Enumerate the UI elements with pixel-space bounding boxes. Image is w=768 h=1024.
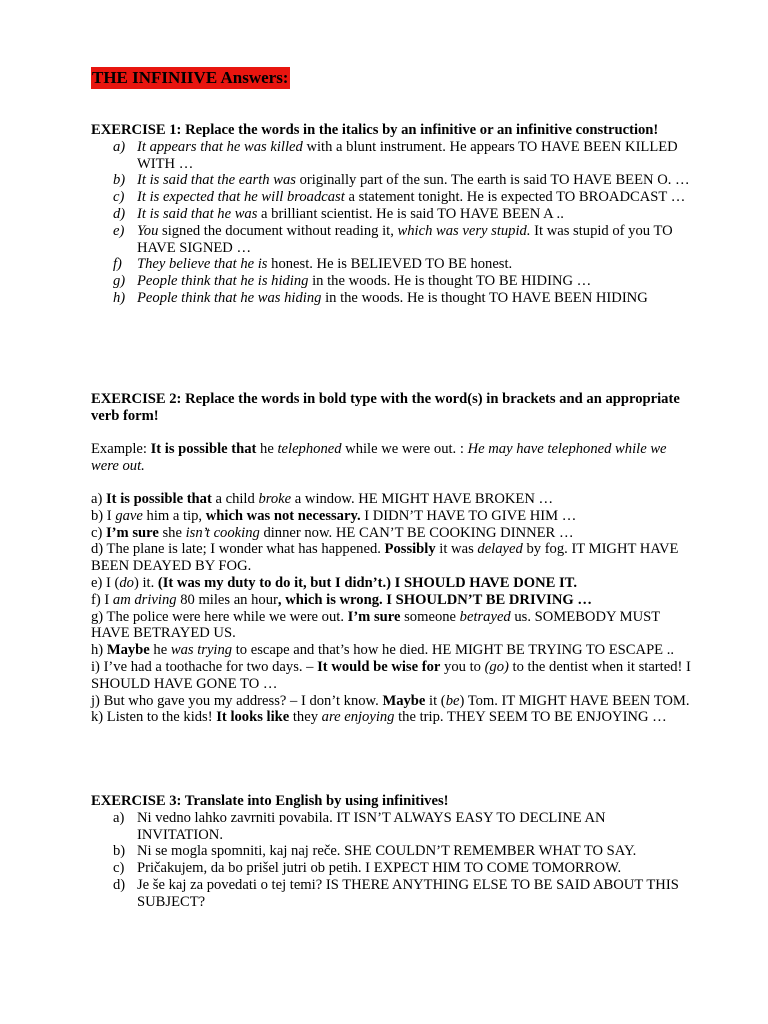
list-item-text: It is said that he was a brilliant scientist. He is said TO HAVE BEEN A .. bbox=[137, 205, 564, 222]
list-item: e) I (do) it. (It was my duty to do it, but I didn’t.) I SHOULD HAVE DONE IT. bbox=[91, 574, 577, 591]
list-item-text: They believe that he is honest. He is BELIEVED TO BE honest. bbox=[137, 256, 513, 273]
list-marker: a) bbox=[113, 809, 125, 826]
list-item: j) But who gave you my address? – I don’t know. Maybe it (be) Tom. IT MIGHT HAVE BEEN TOM. bbox=[91, 692, 690, 709]
list-item bbox=[91, 810, 691, 844]
list-item: g) The police were here while we were out. I’m sure someone betrayed us. SOMEBODY MUST HAVE BETRAYED US. bbox=[91, 608, 660, 642]
exercise-1-heading: EXERCISE 1: Replace the words in the italics by an infinitive or an infinitive construction! bbox=[91, 122, 659, 138]
exercise-2-list bbox=[91, 491, 691, 726]
list-item bbox=[91, 256, 691, 273]
list-item-text: It appears that he was killed with a blunt instrument. He appears TO HAVE BEEN KILLED WITH … bbox=[137, 138, 678, 172]
list-marker: d) bbox=[113, 876, 126, 893]
list-item-text: Pričakujem, da bo prišel jutri ob petih. I EXPECT HIM TO COME TOMORROW. bbox=[137, 860, 622, 877]
list-item-text: It is said that the earth was originally part of the sun. The earth is said TO HAVE BEEN O. … bbox=[137, 172, 690, 189]
list-marker: e) bbox=[113, 222, 125, 239]
list-item-text: Ni vedno lahko zavrniti povabila. IT ISN’T ALWAYS EASY TO DECLINE AN INVITATION. bbox=[137, 809, 606, 843]
list-item: d) The plane is late; I wonder what has happened. Possibly it was delayed by fog. IT MIGHT HAVE BEEN DEAYED BY FOG. bbox=[91, 541, 679, 575]
list-item-text: It is expected that he will broadcast a statement tonight. He is expected TO BROADCAST … bbox=[137, 189, 686, 206]
list-marker: d) bbox=[113, 205, 126, 222]
list-item bbox=[91, 189, 691, 206]
list-item: a) It is possible that a child broke a window. HE MIGHT HAVE BROKEN … bbox=[91, 491, 554, 507]
list-item-text: People think that he is hiding in the woods. He is thought TO BE HIDING … bbox=[137, 273, 592, 290]
page-title: THE INFINIIVE Answers: bbox=[92, 68, 289, 87]
list-marker: g) bbox=[113, 273, 126, 290]
list-marker: b) bbox=[113, 843, 126, 860]
exercise-1-list bbox=[91, 139, 691, 307]
list-item: k) Listen to the kids! It looks like they are enjoying the trip. THEY SEEM TO BE ENJOYING … bbox=[91, 709, 667, 726]
list-item bbox=[91, 223, 691, 257]
list-item bbox=[91, 206, 691, 223]
list-item bbox=[91, 273, 691, 290]
list-item bbox=[91, 172, 691, 189]
list-marker: b) bbox=[113, 172, 126, 189]
list-item: b) I gave him a tip, which was not necessary. I DIDN’T HAVE TO GIVE HIM … bbox=[91, 507, 577, 524]
list-item bbox=[91, 290, 691, 307]
list-item: h) Maybe he was trying to escape and that’s how he died. HE MIGHT BE TRYING TO ESCAPE .. bbox=[91, 642, 675, 659]
exercise-2-example bbox=[91, 441, 691, 475]
list-item: c) I’m sure she isn’t cooking dinner now. HE CAN’T BE COOKING DINNER … bbox=[91, 524, 574, 541]
exercise-1 bbox=[91, 122, 691, 307]
list-item bbox=[91, 860, 691, 877]
list-item-text: Ni se mogla spomniti, kaj naj reče. SHE COULDN’T REMEMBER WHAT TO SAY. bbox=[137, 843, 637, 860]
list-item-text: People think that he was hiding in the woods. He is thought TO HAVE BEEN HIDING bbox=[137, 289, 648, 306]
exercise-3-list bbox=[91, 810, 691, 911]
list-item-text: Je še kaj za povedati o tej temi? IS THERE ANYTHING ELSE TO BE SAID ABOUT THIS SUBJECT? bbox=[137, 876, 679, 910]
list-item: f) I am driving 80 miles an hour, which is wrong. I SHOULDN’T BE DRIVING … bbox=[91, 591, 592, 608]
list-marker: c) bbox=[113, 860, 125, 877]
exercise-2-heading: EXERCISE 2: Replace the words in bold type with the word(s) in brackets and an appropriate verb form! bbox=[91, 391, 680, 424]
list-item bbox=[91, 843, 691, 860]
list-item bbox=[91, 877, 691, 911]
list-item bbox=[91, 139, 691, 173]
list-item-text: You signed the document without reading it, which was very stupid. It was stupid of you TO HAVE SIGNED … bbox=[137, 222, 673, 256]
list-marker: c) bbox=[113, 189, 125, 206]
list-marker: f) bbox=[113, 256, 122, 273]
exercise-2 bbox=[91, 391, 691, 425]
list-marker: a) bbox=[113, 138, 126, 155]
list-item: i) I’ve had a toothache for two days. – It would be wise for you to (go) to the dentist when it started! I SHOULD HAVE GONE TO … bbox=[91, 658, 691, 692]
example-line: Example: It is possible that he telephoned while we were out. : He may have telephoned while we were out. bbox=[91, 441, 667, 474]
exercise-3-heading: EXERCISE 3: Translate into English by using infinitives! bbox=[91, 793, 449, 809]
exercise-3 bbox=[91, 793, 691, 911]
list-marker: h) bbox=[113, 289, 126, 306]
